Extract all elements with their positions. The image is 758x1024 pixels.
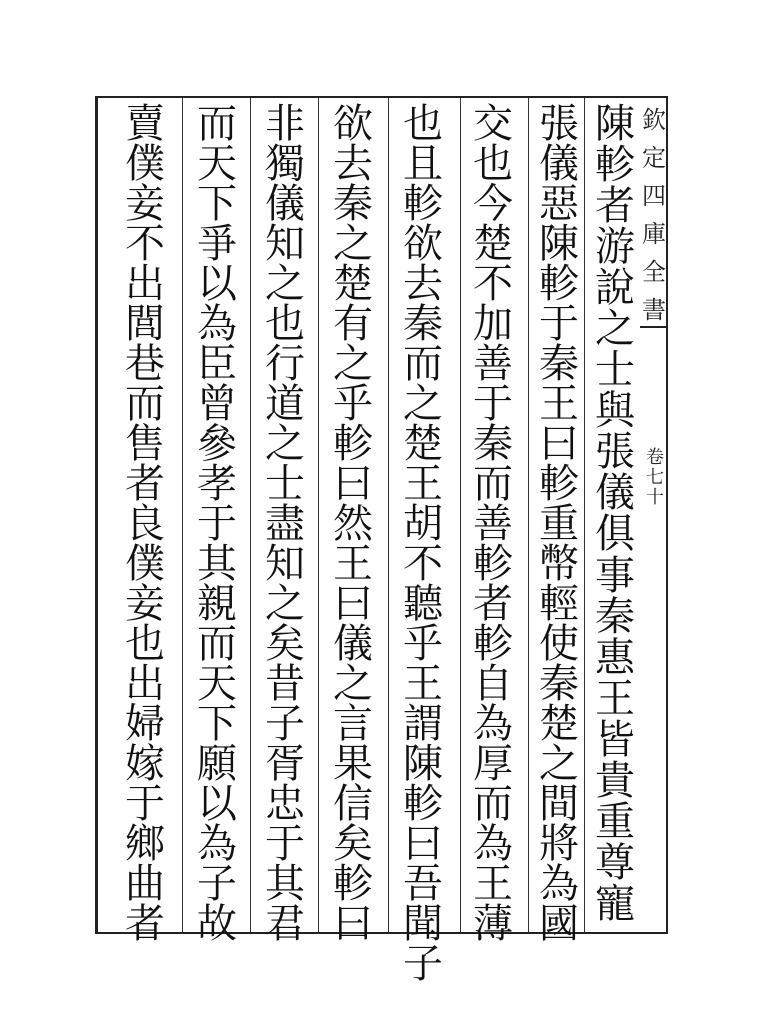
glyph: 于: [125, 781, 165, 827]
glyph: 為: [197, 301, 237, 347]
glyph: 王: [403, 661, 443, 707]
glyph: 其: [265, 861, 305, 907]
glyph: 王: [333, 541, 373, 587]
glyph: 與: [595, 388, 635, 435]
text-column-8: [118, 101, 172, 947]
glyph: 賣: [125, 101, 165, 147]
glyph: 儀: [595, 470, 635, 517]
glyph: 天: [197, 661, 237, 707]
glyph: 皆: [595, 716, 635, 763]
glyph: 重: [595, 798, 635, 845]
glyph: 矣: [265, 621, 305, 667]
glyph: 然: [333, 501, 373, 547]
column-rule: [250, 98, 251, 932]
glyph: 者: [595, 183, 635, 230]
glyph: 軫: [333, 421, 373, 467]
margin-title: [642, 106, 666, 324]
glyph: 王: [595, 675, 635, 722]
glyph: 非: [265, 101, 305, 147]
glyph: 之: [265, 261, 305, 307]
glyph: 輕: [539, 581, 579, 627]
text-column-6: [258, 101, 312, 947]
glyph: 儀: [539, 141, 579, 187]
glyph: 自: [473, 661, 513, 707]
glyph: 為: [539, 861, 579, 907]
glyph: 者: [125, 901, 165, 947]
glyph: 士: [595, 347, 635, 394]
glyph: 孝: [197, 461, 237, 507]
glyph: 楚: [403, 421, 443, 467]
glyph: 有: [333, 301, 373, 347]
glyph: 交: [473, 101, 513, 147]
glyph: 曰: [333, 461, 373, 507]
glyph: 為: [473, 821, 513, 867]
glyph: 秦: [333, 181, 373, 227]
glyph: 下: [197, 181, 237, 227]
glyph: 曾: [197, 381, 237, 427]
glyph: 秦: [403, 301, 443, 347]
glyph: 胡: [403, 501, 443, 547]
glyph: 儀: [265, 181, 305, 227]
glyph: 楚: [539, 701, 579, 747]
glyph: 善: [473, 341, 513, 387]
glyph: 聽: [403, 581, 443, 627]
glyph: 也: [125, 621, 165, 667]
glyph: 于: [265, 821, 305, 867]
glyph: 臣: [197, 341, 237, 387]
glyph: 七: [646, 467, 664, 488]
glyph: 獨: [265, 141, 305, 187]
glyph: 嫁: [125, 741, 165, 787]
glyph: 游: [595, 224, 635, 271]
glyph: 秦: [539, 341, 579, 387]
glyph: 曰: [403, 821, 443, 867]
glyph: 厚: [473, 741, 513, 787]
glyph: 于: [473, 381, 513, 427]
text-column-2: [532, 101, 586, 947]
glyph: 國: [539, 901, 579, 947]
glyph: 軫: [473, 621, 513, 667]
glyph: 售: [125, 421, 165, 467]
glyph: 欽: [642, 106, 666, 134]
glyph: 俱: [595, 511, 635, 558]
glyph: 之: [539, 741, 579, 787]
glyph: 言: [333, 701, 373, 747]
glyph: 爭: [197, 221, 237, 267]
glyph: 曰: [333, 581, 373, 627]
glyph: 親: [197, 581, 237, 627]
text-column-1: [588, 101, 642, 927]
glyph: 者: [125, 461, 165, 507]
glyph: 曲: [125, 861, 165, 907]
glyph: 僕: [125, 141, 165, 187]
glyph: 參: [197, 421, 237, 467]
glyph: 妾: [125, 181, 165, 227]
glyph: 不: [403, 541, 443, 587]
glyph: 加: [473, 301, 513, 347]
glyph: 將: [539, 821, 579, 867]
glyph: 惠: [595, 634, 635, 681]
glyph: 王: [403, 461, 443, 507]
glyph: 定: [642, 144, 666, 172]
glyph: 也: [265, 301, 305, 347]
glyph: 為: [197, 821, 237, 867]
glyph: 尊: [595, 839, 635, 886]
glyph: 果: [333, 741, 373, 787]
column-rule: [460, 98, 461, 932]
glyph: 去: [333, 141, 373, 187]
glyph: 不: [473, 261, 513, 307]
glyph: 出: [125, 261, 165, 307]
glyph: 忠: [265, 781, 305, 827]
glyph: 願: [197, 741, 237, 787]
glyph: 行: [265, 341, 305, 387]
glyph: 于: [539, 301, 579, 347]
glyph: 軫: [539, 461, 579, 507]
glyph: 張: [539, 101, 579, 147]
glyph: 良: [125, 501, 165, 547]
glyph: 僕: [125, 541, 165, 587]
glyph: 書: [642, 296, 666, 324]
glyph: 子: [265, 701, 305, 747]
glyph: 善: [473, 501, 513, 547]
text-column-3: [466, 101, 520, 947]
glyph: 之: [333, 661, 373, 707]
glyph: 鄉: [125, 821, 165, 867]
glyph: 曰: [539, 421, 579, 467]
glyph: 全: [642, 258, 666, 286]
glyph: 陳: [403, 741, 443, 787]
glyph: 軫: [333, 861, 373, 907]
glyph: 秦: [595, 593, 635, 640]
glyph: 而: [403, 341, 443, 387]
glyph: 子: [403, 941, 443, 987]
juan-number: [645, 448, 665, 508]
glyph: 出: [125, 661, 165, 707]
glyph: 故: [197, 901, 237, 947]
column-rule: [528, 98, 529, 932]
glyph: 其: [197, 541, 237, 587]
glyph: 庫: [642, 220, 666, 248]
glyph: 今: [473, 181, 513, 227]
glyph: 秦: [473, 421, 513, 467]
glyph: 欲: [333, 101, 373, 147]
glyph: 間: [539, 781, 579, 827]
glyph: 閭: [125, 301, 165, 347]
glyph: 矣: [333, 821, 373, 867]
glyph: 軫: [403, 181, 443, 227]
glyph: 且: [403, 141, 443, 187]
glyph: 去: [403, 261, 443, 307]
glyph: 軫: [539, 261, 579, 307]
glyph: 四: [642, 182, 666, 210]
glyph: 王: [473, 861, 513, 907]
glyph: 惡: [539, 181, 579, 227]
glyph: 者: [473, 581, 513, 627]
glyph: 聞: [403, 901, 443, 947]
glyph: 寵: [595, 880, 635, 927]
glyph: 于: [197, 501, 237, 547]
glyph: 而: [197, 101, 237, 147]
column-rule: [182, 98, 183, 932]
glyph: 貴: [595, 757, 635, 804]
glyph: 昔: [265, 661, 305, 707]
glyph: 盡: [265, 501, 305, 547]
column-rule: [318, 98, 319, 932]
glyph: 天: [197, 141, 237, 187]
glyph: 軫: [403, 781, 443, 827]
glyph: 重: [539, 501, 579, 547]
glyph: 乎: [403, 621, 443, 667]
glyph: 秦: [539, 661, 579, 707]
glyph: 為: [473, 701, 513, 747]
glyph: 之: [403, 381, 443, 427]
glyph: 下: [197, 701, 237, 747]
glyph: 使: [539, 621, 579, 667]
text-column-5: [326, 101, 380, 947]
glyph: 不: [125, 221, 165, 267]
glyph: 知: [265, 541, 305, 587]
glyph: 士: [265, 461, 305, 507]
glyph: 楚: [473, 221, 513, 267]
column-rule: [388, 98, 389, 932]
glyph: 事: [595, 552, 635, 599]
glyph: 以: [197, 261, 237, 307]
glyph: 卷: [646, 447, 664, 468]
glyph: 信: [333, 781, 373, 827]
glyph: 陳: [595, 101, 635, 147]
glyph: 婦: [125, 701, 165, 747]
glyph: 巷: [125, 341, 165, 387]
glyph: 也: [403, 101, 443, 147]
glyph: 欲: [403, 221, 443, 267]
glyph: 而: [197, 621, 237, 667]
glyph: 道: [265, 381, 305, 427]
glyph: 之: [333, 221, 373, 267]
glyph: 之: [595, 306, 635, 353]
glyph: 軫: [473, 541, 513, 587]
glyph: 吾: [403, 861, 443, 907]
glyph: 說: [595, 265, 635, 312]
glyph: 而: [473, 781, 513, 827]
glyph: 軫: [595, 142, 635, 189]
glyph: 胥: [265, 741, 305, 787]
glyph: 曰: [333, 901, 373, 947]
glyph: 子: [197, 861, 237, 907]
text-column-4: [396, 101, 450, 987]
glyph: 薄: [473, 901, 513, 947]
glyph: 謂: [403, 701, 443, 747]
glyph: 妾: [125, 581, 165, 627]
glyph: 儀: [333, 621, 373, 667]
glyph: 知: [265, 221, 305, 267]
glyph: 陳: [539, 221, 579, 267]
glyph: 王: [539, 381, 579, 427]
glyph: 楚: [333, 261, 373, 307]
text-column-7: [190, 101, 244, 947]
glyph: 乎: [333, 381, 373, 427]
glyph: 十: [646, 487, 664, 508]
glyph: 君: [265, 901, 305, 947]
glyph: 而: [125, 381, 165, 427]
glyph: 而: [473, 461, 513, 507]
glyph: 之: [333, 341, 373, 387]
glyph: 幣: [539, 541, 579, 587]
glyph: 也: [473, 141, 513, 187]
glyph: 之: [265, 581, 305, 627]
glyph: 以: [197, 781, 237, 827]
glyph: 之: [265, 421, 305, 467]
glyph: 張: [595, 429, 635, 476]
